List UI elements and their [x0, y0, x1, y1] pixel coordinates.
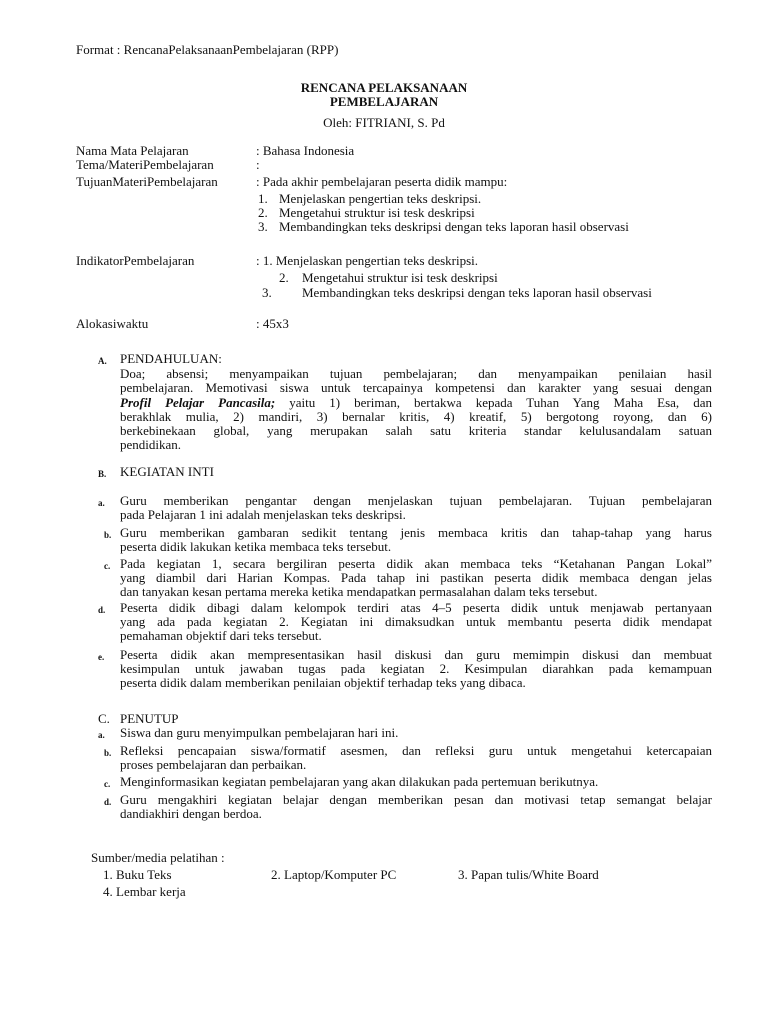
section-a-line: pendidikan. [120, 437, 182, 452]
item-line: Guru mengakhiri kegiatan belajar dengan memberikan pesan dan motivasi tetap semangat belajar [120, 792, 712, 807]
author-line: Oleh: FITRIANI, S. Pd [323, 115, 445, 130]
item-line: yang diambil dari Harian Kompas. Pada tahap ini pastikan peserta didik membaca dengan jelas [120, 570, 712, 585]
item-line: Guru memberikan gambaran sedikit tentang jenis membaca kritis dan tahap-tahap yang harus [120, 525, 712, 540]
item-line: pemahaman objektif dari teks tersebut. [120, 628, 322, 643]
item-line: dan tanyakan kesan pertama mereka ketika mendapatkan permasalahan dalam teks tersebut. [120, 584, 598, 599]
sumber-item: 3. Papan tulis/White Board [458, 867, 599, 882]
indikator-label: IndikatorPembelajaran [76, 253, 195, 268]
item-letter: a. [98, 730, 105, 740]
indikator-item-num: 2. [279, 270, 289, 285]
tujuan-item-num: 1. [258, 191, 268, 206]
item-line: Peserta didik dibagi dalam kelompok terdiri atas 4–5 peserta didik untuk menjawab pertanyaan [120, 600, 712, 615]
section-a-line-3 [120, 395, 712, 410]
item-line: Pada kegiatan 1, secara bergiliran peserta didik akan membaca teks “Ketahanan Pangan Lokal” [120, 556, 712, 571]
tema-label: Tema/MateriPembelajaran [76, 157, 214, 172]
item-letter: a. [98, 498, 105, 508]
section-c-letter: C. [98, 711, 110, 726]
profil-pancasila-text: Profil Pelajar Pancasila; [120, 395, 276, 410]
tujuan-item-text: Mengetahui struktur isi tesk deskripsi [279, 205, 475, 220]
indikator-item-text: Mengetahui struktur isi tesk deskripsi [302, 270, 498, 285]
tujuan-item-num: 3. [258, 219, 268, 234]
tema-value: : [256, 157, 260, 172]
sumber-label: Sumber/media pelatihan : [91, 850, 225, 865]
tujuan-item-text: Menjelaskan pengertian teks deskripsi. [279, 191, 482, 206]
item-line: dandiakhiri dengan berdoa. [120, 806, 262, 821]
sumber-item: 1. Buku Teks [103, 867, 172, 882]
mapel-value: : Bahasa Indonesia [256, 143, 355, 158]
sumber-item: 2. Laptop/Komputer PC [271, 867, 397, 882]
section-a-line: Doa; absensi; menyampaikan tujuan pembelajaran; dan menyampaikan penilaian hasil [120, 366, 712, 381]
item-line: peserta didik lakukan ketika membaca teks tersebut. [120, 539, 392, 554]
indikator-item-first: : 1. Menjelaskan pengertian teks deskripsi. [256, 253, 479, 268]
document-title-line1: RENCANA PELAKSANAAN [300, 80, 468, 95]
tujuan-item-text: Membandingkan teks deskripsi dengan teks laporan hasil observasi [279, 219, 629, 234]
item-letter: e. [98, 652, 105, 662]
item-letter: d. [98, 605, 106, 615]
item-line: Peserta didik akan mempresentasikan hasil diskusi dan guru memimpin diskusi dan membuat [120, 647, 712, 662]
tujuan-value: : Pada akhir pembelajaran peserta didik mampu: [256, 174, 508, 189]
alokasi-label: Alokasiwaktu [76, 316, 149, 331]
item-line: Menginformasikan kegiatan pembelajaran yang akan dilakukan pada pertemuan berikutnya. [120, 774, 599, 789]
item-letter: b. [104, 530, 112, 540]
section-a-letter: A. [98, 356, 107, 366]
mapel-label: Nama Mata Pelajaran [76, 143, 189, 158]
section-b-letter: B. [98, 469, 107, 479]
item-letter: c. [104, 779, 111, 789]
item-line: yang ada pada kegiatan 2. Kegiatan ini dimaksudkan untuk membantu peserta didik mendapat [120, 614, 712, 629]
indikator-item-text: Membandingkan teks deskripsi dengan teks laporan hasil observasi [302, 285, 652, 300]
item-letter: d. [104, 797, 112, 807]
section-a-line: berkebinekaan global, yang merupakan salah satu kriteria standar kelulusandalam satuan [120, 423, 712, 438]
item-line: Siswa dan guru menyimpulkan pembelajaran hari ini. [120, 725, 399, 740]
item-line: peserta didik dalam memberikan penilaian objektif terhadap teks yang dibaca. [120, 675, 526, 690]
section-a-line-3-rest: yaitu 1) beriman, bertakwa kepada Tuhan Yang Maha Esa, dan [275, 395, 712, 410]
sumber-item: 4. Lembar kerja [103, 884, 186, 899]
alokasi-value: : 45x3 [256, 316, 289, 331]
section-c-heading: PENUTUP [120, 711, 179, 726]
item-line: kesimpulan untuk jawaban tugas pada kegiatan 2. Kesimpulan diarahkan pada kemampuan [120, 661, 712, 676]
item-line: pada Pelajaran 1 ini adalah menjelaskan teks deskripsi. [120, 507, 406, 522]
item-letter: c. [104, 561, 111, 571]
item-line: proses pembelajaran dan perbaikan. [120, 757, 307, 772]
tujuan-label: TujuanMateriPembelajaran [76, 174, 218, 189]
section-a-heading: PENDAHULUAN: [120, 351, 222, 366]
item-line: Guru memberikan pengantar dengan menjelaskan tujuan pembelajaran. Tujuan pembelajaran [120, 493, 712, 508]
document-title-line2: PEMBELAJARAN [329, 94, 439, 109]
section-b-heading: KEGIATAN INTI [120, 464, 214, 479]
tujuan-item-num: 2. [258, 205, 268, 220]
section-a-line: berakhlak mulia, 2) mandiri, 3) bernalar kritis, 4) kreatif, 5) bergotong royong, dan 6) [120, 409, 712, 424]
format-line: Format : RencanaPelaksanaanPembelajaran (RPP) [76, 42, 339, 57]
section-a-line: pembelajaran. Memotivasi siswa untuk tercapainya kompetensi dan karakter yang sesuai dengan [120, 380, 712, 395]
indikator-item-num: 3. [262, 285, 272, 300]
item-line: Refleksi pencapaian siswa/formatif asesmen, dan refleksi guru untuk mengetahui ketercapaian [120, 743, 712, 758]
item-letter: b. [104, 748, 112, 758]
